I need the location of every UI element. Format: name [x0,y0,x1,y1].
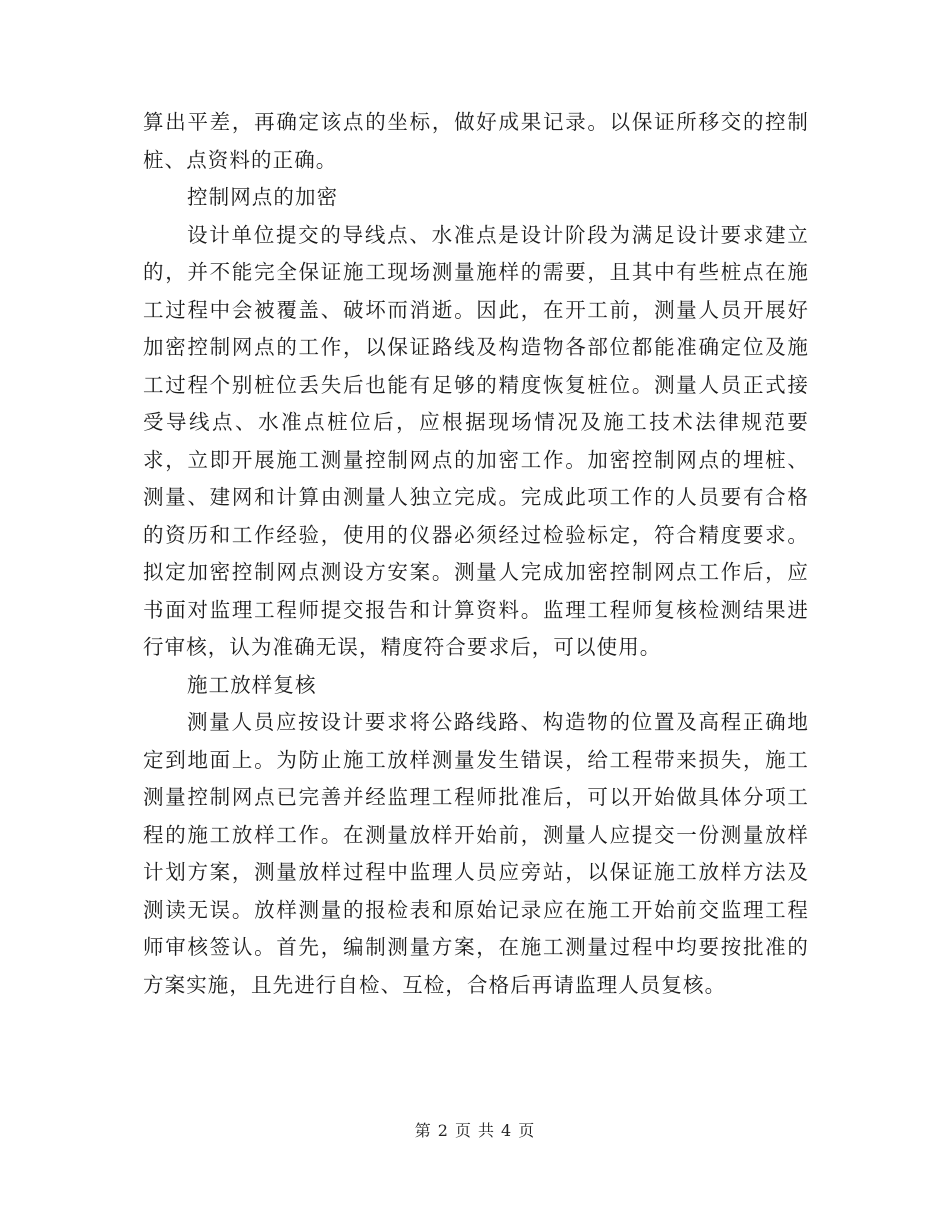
current-page-number: 2 [437,1121,449,1140]
paragraph-continuation: 算出平差，再确定该点的坐标，做好成果记录。以保证所移交的控制桩、点资料的正确。 [143,110,809,172]
paragraph-setting-out-review: 测量人员应按设计要求将公路线路、构造物的位置及高程正确地定到地面上。为防止施工放样测量发生错误，给工程带来损失，施工测量控制网点已完善并经监理工程师批准后，可以开始做具体分项工程的施工放样工作。在测量放样开始前，测量人应提交一份测量放样计划方案，测量放样过程中监理人员应旁站，以保证施工放样方法及测读无误。放样测量的报检表和原始记录应在施工开始前交监理工程师审核签认。首先，编制测量方案，在施工测量过程中均要按批准的方案实施，且先进行自检、互检，合格后再请监理人员复核。 [143,710,809,997]
document-body [143,104,809,1004]
footer-middle: 页 共 [454,1121,496,1140]
page-footer [0,1118,950,1141]
section-heading-control-network-densification: 控制网点的加密 [187,185,339,209]
footer-suffix: 页 [518,1121,536,1140]
section-heading-setting-out-review: 施工放样复核 [187,672,317,697]
total-page-count: 4 [501,1121,513,1140]
footer-prefix: 第 [414,1121,432,1140]
paragraph-control-network-densification: 设计单位提交的导线点、水准点是设计阶段为满足设计要求建立的，并不能完全保证施工现场测量施样的需要，且其中有些桩点在施工过程中会被覆盖、破坏而消逝。因此，在开工前，测量人员开展好加密控制网点的工作，以保证路线及构造物各部位都能准确定位及施工过程个别桩位丢失后也能有足够的精度恢复桩位。测量人员正式接受导线点、水准点桩位后，应根据现场情况及施工技术法律规范要求，立即开展施工测量控制网点的加密工作。加密控制网点的埋桩、测量、建网和计算由测量人独立完成。完成此项工作的人员要有合格的资历和工作经验，使用的仪器必须经过检验标定，符合精度要求。拟定加密控制网点测设方安案。测量人完成加密控制网点工作后，应书面对监理工程师提交报告和计算资料。监理工程师复核检测结果进行审核，认为准确无误，精度符合要求后，可以使用。 [143,222,809,659]
